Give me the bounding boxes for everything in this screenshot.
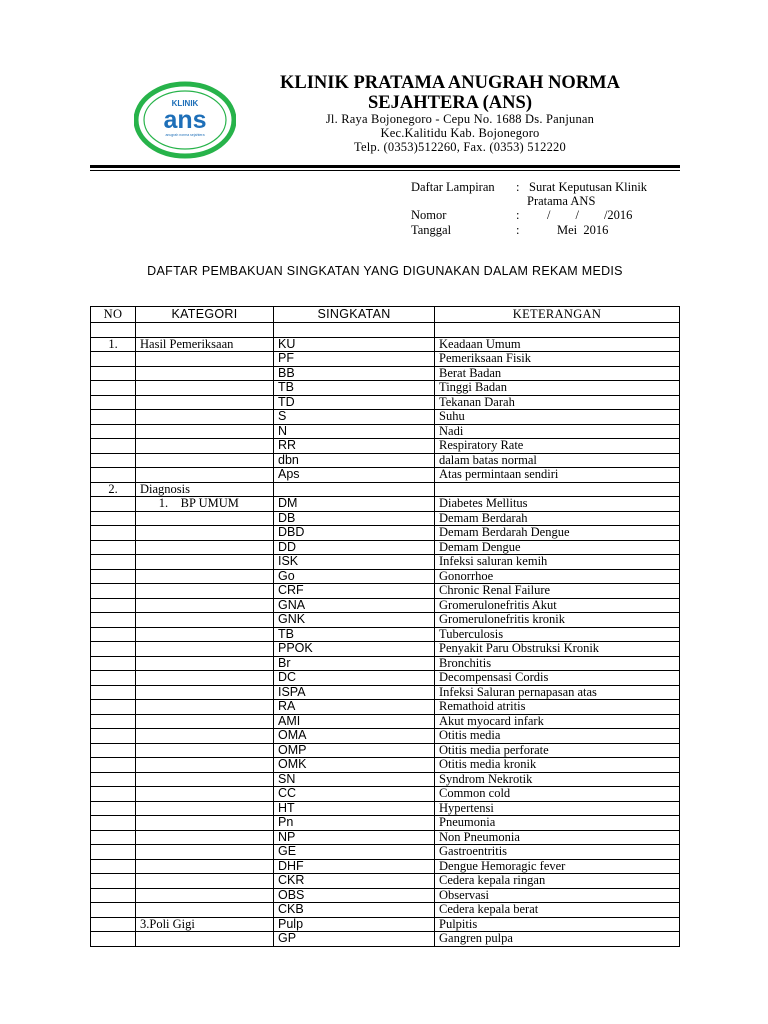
table-row [91,787,680,802]
table-row [91,410,680,425]
cell-keterangan: Otitis media [435,729,680,744]
cell-keterangan: Pulpitis [435,917,680,932]
cell-keterangan: dalam batas normal [435,453,680,468]
cell-singkatan: GE [274,845,435,860]
cell-singkatan: CKR [274,874,435,889]
cell-no [91,845,136,860]
cell-no [91,932,136,947]
cell-no [91,410,136,425]
cell-no [91,816,136,831]
table-row [91,352,680,367]
cell-no [91,859,136,874]
cell-no [91,511,136,526]
lampiran-value-line1: Surat Keputusan Klinik [529,180,648,194]
cell-kategori [136,772,274,787]
cell-kategori [136,714,274,729]
table-row [91,511,680,526]
cell-singkatan: CKB [274,903,435,918]
cell-kategori [136,932,274,947]
table-row [91,381,680,396]
cell-no [91,555,136,570]
cell-no [91,743,136,758]
cell-singkatan: TD [274,395,435,410]
clinic-name-line1: KLINIK PRATAMA ANUGRAH NORMA [279,73,621,93]
header-rule-thick [90,165,680,168]
lampiran-label: Daftar Lampiran [411,180,495,194]
table-row [91,772,680,787]
cell-kategori [136,526,274,541]
cell-keterangan: Tuberculosis [435,627,680,642]
cell-no [91,366,136,381]
table-row [91,830,680,845]
tanggal-value: Mei 2016 [557,223,609,237]
table-row [91,526,680,541]
cell-kategori [136,352,274,367]
table-row [91,917,680,932]
cell-keterangan: Observasi [435,888,680,903]
cell-kategori [136,540,274,555]
cell-singkatan: RR [274,439,435,454]
header-no: NO [91,307,136,323]
cell-singkatan: DHF [274,859,435,874]
cell-singkatan: CRF [274,584,435,599]
cell-singkatan: KU [274,337,435,352]
cell-singkatan: GNA [274,598,435,613]
cell-kategori [136,859,274,874]
table-row [91,729,680,744]
table-header-row [91,307,680,323]
cell-no [91,569,136,584]
cell-keterangan: Penyakit Paru Obstruksi Kronik [435,642,680,657]
cell-kategori [136,511,274,526]
table-row [91,816,680,831]
logo-text-main: ans [163,106,207,134]
cell-keterangan: Chronic Renal Failure [435,584,680,599]
cell-no [91,656,136,671]
cell-no [91,888,136,903]
logo-text-top: KLINIK [171,99,199,108]
table-row [91,323,680,338]
table-row [91,439,680,454]
cell-kategori [136,685,274,700]
cell-keterangan: Pneumonia [435,816,680,831]
cell-keterangan: Gastroentritis [435,845,680,860]
cell-singkatan: N [274,424,435,439]
table-row [91,482,680,497]
cell-singkatan: HT [274,801,435,816]
cell-kategori [136,555,274,570]
cell-no [91,439,136,454]
header-singkatan: SINGKATAN [274,307,435,323]
table-row [91,888,680,903]
cell-singkatan: DM [274,497,435,512]
cell-no [91,700,136,715]
cell-no [91,685,136,700]
cell-keterangan: Gromerulonefritis Akut [435,598,680,613]
cell-keterangan [435,323,680,338]
nomor-sep: : [516,208,520,222]
cell-kategori [136,424,274,439]
cell-keterangan: Respiratory Rate [435,439,680,454]
cell-singkatan: TB [274,627,435,642]
cell-no [91,381,136,396]
cell-keterangan: Gonorrhoe [435,569,680,584]
cell-singkatan: GP [274,932,435,947]
cell-no [91,424,136,439]
cell-kategori [136,874,274,889]
cell-singkatan: DD [274,540,435,555]
cell-kategori [136,395,274,410]
table-row [91,627,680,642]
cell-keterangan: Infeksi saluran kemih [435,555,680,570]
cell-no [91,613,136,628]
cell-no [91,395,136,410]
cell-keterangan: Remathoid atritis [435,700,680,715]
cell-no [91,352,136,367]
header-kategori: KATEGORI [136,307,274,323]
cell-singkatan: PF [274,352,435,367]
cell-singkatan: Go [274,569,435,584]
cell-no [91,830,136,845]
table-row [91,642,680,657]
cell-keterangan: Otitis media kronik [435,758,680,773]
cell-no [91,642,136,657]
cell-keterangan: Cedera kepala ringan [435,874,680,889]
cell-kategori [136,787,274,802]
cell-keterangan: Akut myocard infark [435,714,680,729]
cell-keterangan: Decompensasi Cordis [435,671,680,686]
cell-keterangan: Cedera kepala berat [435,903,680,918]
nomor-label: Nomor [411,208,447,222]
cell-kategori [136,613,274,628]
cell-keterangan [435,482,680,497]
table-row [91,685,680,700]
cell-no [91,627,136,642]
cell-no: 1. [91,337,136,352]
cell-kategori: 3.Poli Gigi [136,917,274,932]
cell-singkatan: TB [274,381,435,396]
table-row [91,337,680,352]
cell-no [91,598,136,613]
cell-kategori [136,584,274,599]
table-row [91,598,680,613]
cell-keterangan: Non Pneumonia [435,830,680,845]
cell-kategori: Hasil Pemeriksaan [136,337,274,352]
cell-kategori [136,381,274,396]
cell-keterangan: Demam Berdarah Dengue [435,526,680,541]
cell-no [91,497,136,512]
table-row [91,395,680,410]
table-row [91,453,680,468]
cell-singkatan: Aps [274,468,435,483]
cell-no [91,584,136,599]
cell-no [91,758,136,773]
cell-no [91,787,136,802]
cell-singkatan: S [274,410,435,425]
cell-keterangan: Nadi [435,424,680,439]
cell-singkatan: PPOK [274,642,435,657]
cell-no [91,714,136,729]
address-line1: Jl. Raya Bojonegoro - Cepu No. 1688 Ds. Panjunan [325,112,595,126]
table-row [91,743,680,758]
table-row [91,932,680,947]
clinic-logo [134,81,236,159]
table-row [91,569,680,584]
cell-kategori [136,845,274,860]
table-row [91,540,680,555]
cell-kategori [136,453,274,468]
cell-no [91,540,136,555]
table-row [91,555,680,570]
cell-singkatan: RA [274,700,435,715]
cell-keterangan: Keadaan Umum [435,337,680,352]
cell-kategori [136,598,274,613]
cell-kategori [136,903,274,918]
cell-keterangan: Gromerulonefritis kronik [435,613,680,628]
cell-keterangan: Common cold [435,787,680,802]
cell-kategori [136,642,274,657]
cell-keterangan: Pemeriksaan Fisik [435,352,680,367]
cell-no [91,323,136,338]
cell-kategori: Diagnosis [136,482,274,497]
cell-keterangan: Otitis media perforate [435,743,680,758]
cell-no [91,453,136,468]
cell-no [91,671,136,686]
cell-singkatan: NP [274,830,435,845]
cell-keterangan: Tekanan Darah [435,395,680,410]
cell-no: 2. [91,482,136,497]
cell-singkatan: CC [274,787,435,802]
cell-kategori [136,816,274,831]
logo-text-sub: anugrah norma sejahtera [165,133,205,137]
table-row [91,671,680,686]
table-row [91,613,680,628]
table-row [91,758,680,773]
cell-keterangan: Gangren pulpa [435,932,680,947]
cell-singkatan: DB [274,511,435,526]
cell-singkatan: OBS [274,888,435,903]
cell-singkatan: BB [274,366,435,381]
cell-no [91,917,136,932]
table-row [91,801,680,816]
cell-singkatan: ISK [274,555,435,570]
table-row [91,584,680,599]
lampiran-value-line2: Pratama ANS [527,194,596,208]
table-row [91,497,680,512]
cell-singkatan: ISPA [274,685,435,700]
cell-kategori [136,569,274,584]
cell-singkatan: GNK [274,613,435,628]
cell-no [91,874,136,889]
lampiran-sep: : [516,180,520,194]
cell-keterangan: Hypertensi [435,801,680,816]
cell-singkatan: DC [274,671,435,686]
table-row [91,845,680,860]
cell-kategori [136,656,274,671]
table-row [91,903,680,918]
cell-keterangan: Berat Badan [435,366,680,381]
cell-keterangan: Demam Dengue [435,540,680,555]
cell-singkatan: Pulp [274,917,435,932]
cell-singkatan: DBD [274,526,435,541]
table-row [91,874,680,889]
cell-kategori: 1. BP UMUM [136,497,274,512]
phone-line: Telp. (0353)512260, Fax. (0353) 512220 [354,140,566,154]
cell-kategori [136,758,274,773]
cell-kategori [136,830,274,845]
cell-singkatan: dbn [274,453,435,468]
table-row [91,859,680,874]
cell-kategori [136,410,274,425]
table-row [91,714,680,729]
table-row [91,700,680,715]
cell-kategori [136,743,274,758]
cell-kategori [136,671,274,686]
cell-singkatan: OMK [274,758,435,773]
tanggal-sep: : [516,223,520,237]
cell-kategori [136,700,274,715]
table-row [91,424,680,439]
header-rule-thin [90,170,680,171]
tanggal-label: Tanggal [411,223,452,237]
table-row [91,656,680,671]
cell-kategori [136,366,274,381]
cell-singkatan: Br [274,656,435,671]
cell-singkatan [274,482,435,497]
cell-no [91,772,136,787]
clinic-name-line2: SEJAHTERA (ANS) [368,93,532,113]
cell-no [91,526,136,541]
table-row [91,366,680,381]
cell-singkatan: OMA [274,729,435,744]
cell-keterangan: Infeksi Saluran pernapasan atas [435,685,680,700]
cell-singkatan [274,323,435,338]
cell-kategori [136,468,274,483]
cell-singkatan: AMI [274,714,435,729]
cell-no [91,468,136,483]
address-line2: Kec.Kalitidu Kab. Bojonegoro [380,126,540,140]
header-keterangan: KETERANGAN [435,307,680,323]
cell-no [91,801,136,816]
nomor-value: / / /2016 [547,208,633,222]
cell-keterangan: Diabetes Mellitus [435,497,680,512]
cell-singkatan: SN [274,772,435,787]
cell-keterangan: Tinggi Badan [435,381,680,396]
cell-singkatan: Pn [274,816,435,831]
cell-no [91,729,136,744]
abbreviation-table [90,306,680,947]
cell-singkatan: OMP [274,743,435,758]
table-row [91,468,680,483]
cell-kategori [136,888,274,903]
cell-kategori [136,439,274,454]
cell-keterangan: Bronchitis [435,656,680,671]
cell-keterangan: Atas permintaan sendiri [435,468,680,483]
cell-kategori [136,801,274,816]
cell-kategori [136,627,274,642]
cell-no [91,903,136,918]
cell-keterangan: Dengue Hemoragic fever [435,859,680,874]
cell-keterangan: Syndrom Nekrotik [435,772,680,787]
cell-keterangan: Suhu [435,410,680,425]
cell-kategori [136,323,274,338]
cell-keterangan: Demam Berdarah [435,511,680,526]
cell-kategori [136,729,274,744]
document-title: DAFTAR PEMBAKUAN SINGKATAN YANG DIGUNAKAN DALAM REKAM MEDIS [147,264,623,278]
